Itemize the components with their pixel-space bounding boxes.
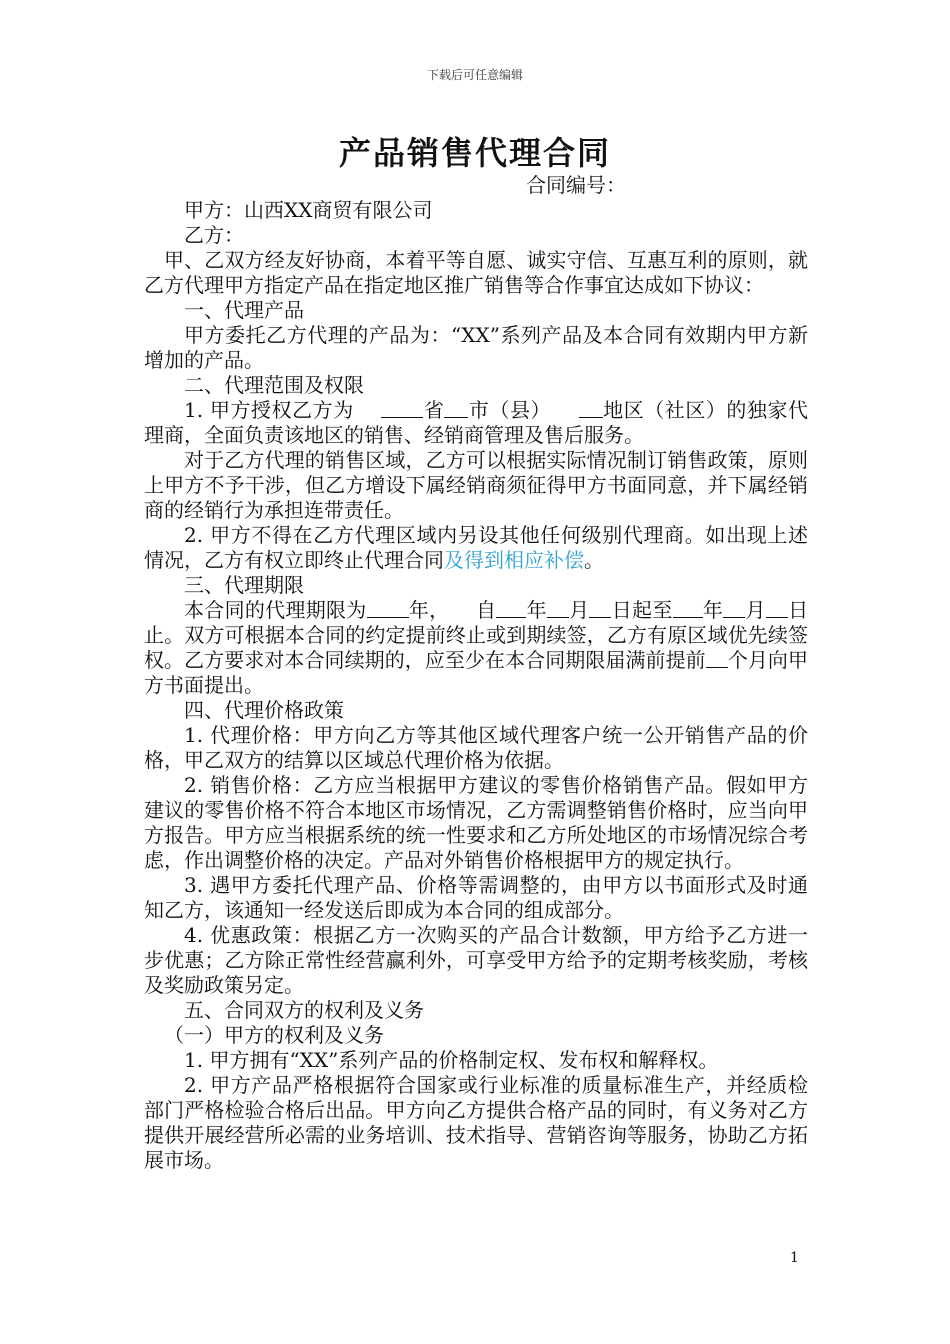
blank-line [381, 399, 423, 418]
section-4-title: 四、代理价格政策 [184, 698, 344, 722]
text: 日起至 [611, 598, 673, 622]
text: 月 [568, 598, 590, 622]
text: 个月向甲方书面提出。 [144, 648, 808, 697]
section-5-subtitle: （一）甲方的权利及义务 [164, 1023, 384, 1047]
blank-line [547, 599, 569, 618]
section-2-paragraph-3 [144, 523, 808, 573]
blank-line [706, 649, 728, 668]
text: 本合同的代理期限为 [184, 598, 367, 622]
blank-line [766, 599, 788, 618]
text: 市（县） [468, 398, 552, 422]
text: 1. 甲方授权乙方为 [184, 398, 354, 422]
section-3-paragraph [144, 598, 808, 698]
text: 日止。双方可根据本合同的约定提前终止或到期续签，乙方有原区域优先续签权。乙方要求对本合同续期的，应至少在本合同期限届满前提前 [144, 598, 809, 672]
section-5-paragraph-1: 1. 甲方拥有“XX”系列产品的价格制定权、发布权和解释权。 [184, 1048, 719, 1072]
contract-number-label: 合同编号： [526, 173, 626, 197]
section-4-paragraph-3: 3. 遇甲方委托代理产品、价格等需调整的，由甲方以书面形式及时通知乙方，该通知一经发送后即成为本合同的组成部分。 [144, 873, 808, 922]
blank-line [579, 399, 603, 418]
page-header: 下载后可任意编辑 [426, 68, 523, 82]
text: 省 [423, 398, 445, 422]
text: 月 [745, 598, 766, 622]
blank-line [496, 599, 526, 618]
blank-line [367, 599, 409, 618]
party-b: 乙方： [184, 223, 244, 247]
party-a: 甲方：山西XX商贸有限公司 [184, 198, 433, 222]
contract-body [144, 173, 808, 1173]
section-4-paragraph-4: 4. 优惠政策：根据乙方一次购买的产品合计数额，甲方给予乙方进一步优惠；乙方除正常性经营赢利外，可享受甲方给予的定期考核奖励，考核及奖励政策另定。 [144, 923, 808, 997]
text: 年 [702, 598, 724, 622]
blank-line [589, 599, 611, 618]
blank-line [444, 399, 468, 418]
section-1-title: 一、代理产品 [184, 298, 304, 322]
text: 。 [584, 548, 604, 572]
blank-line [723, 599, 745, 618]
page-number: 1 [790, 1250, 799, 1266]
section-2-title: 二、代理范围及权限 [184, 373, 364, 397]
document-title: 产品销售代理合同 [338, 134, 611, 172]
section-2-paragraph-2: 对于乙方代理的销售区域，乙方可以根据实际情况制订销售政策，原则上甲方不予干涉，但乙方增设下属经销商须征得甲方书面同意，并下属经销商的经销行为承担连带责任。 [144, 448, 808, 522]
intro-paragraph: 甲、乙双方经友好协商，本着平等自愿、诚实守信、互惠互利的原则，就乙方代理甲方指定产品在指定地区推广销售等合作事宜达成如下协议： [144, 248, 808, 297]
section-2-paragraph-1 [144, 398, 808, 448]
section-1-paragraph: 甲方委托乙方代理的产品为：“XX”系列产品及本合同有效期内甲方新增加的产品。 [144, 323, 808, 372]
text: 2. 甲方不得在乙方代理区域内另设其他任何级别代理商。如出现上述情况，乙方有权立即终止代理合同 [144, 523, 808, 572]
compensation-link[interactable]: 及得到相应补偿 [444, 548, 584, 572]
text: 自 [476, 598, 497, 622]
section-5-paragraph-2: 2. 甲方产品严格根据符合国家或行业标准的质量标准生产，并经质检部门严格检验合格后出品。甲方向乙方提供合格产品的同时，有义务对乙方提供开展经营所必需的业务培训、技术指导、营销咨询等服务，协助乙方拓展市场。 [144, 1073, 808, 1172]
blank-line [673, 599, 703, 618]
section-3-title: 三、代理期限 [184, 573, 304, 597]
section-4-paragraph-2: 2. 销售价格：乙方应当根据甲方建议的零售价格销售产品。假如甲方建议的零售价格不符合本地区市场情况，乙方需调整销售价格时，应当向甲方报告。甲方应当根据系统的统一性要求和乙方所处地区的市场情况综合考虑，作出调整价格的决定。产品对外销售价格根据甲方的规定执行。 [144, 773, 808, 872]
text: 地区（社区）的独家代理商，全面负责该地区的销售、经销商管理及售后服务。 [144, 398, 809, 447]
section-4-paragraph-1: 1. 代理价格：甲方向乙方等其他区域代理客户统一公开销售产品的价格，甲乙双方的结算以区域总代理价格为依据。 [144, 723, 808, 772]
text: 年， [408, 598, 450, 622]
section-5-title: 五、合同双方的权利及义务 [184, 998, 424, 1022]
text: 年 [526, 598, 547, 622]
